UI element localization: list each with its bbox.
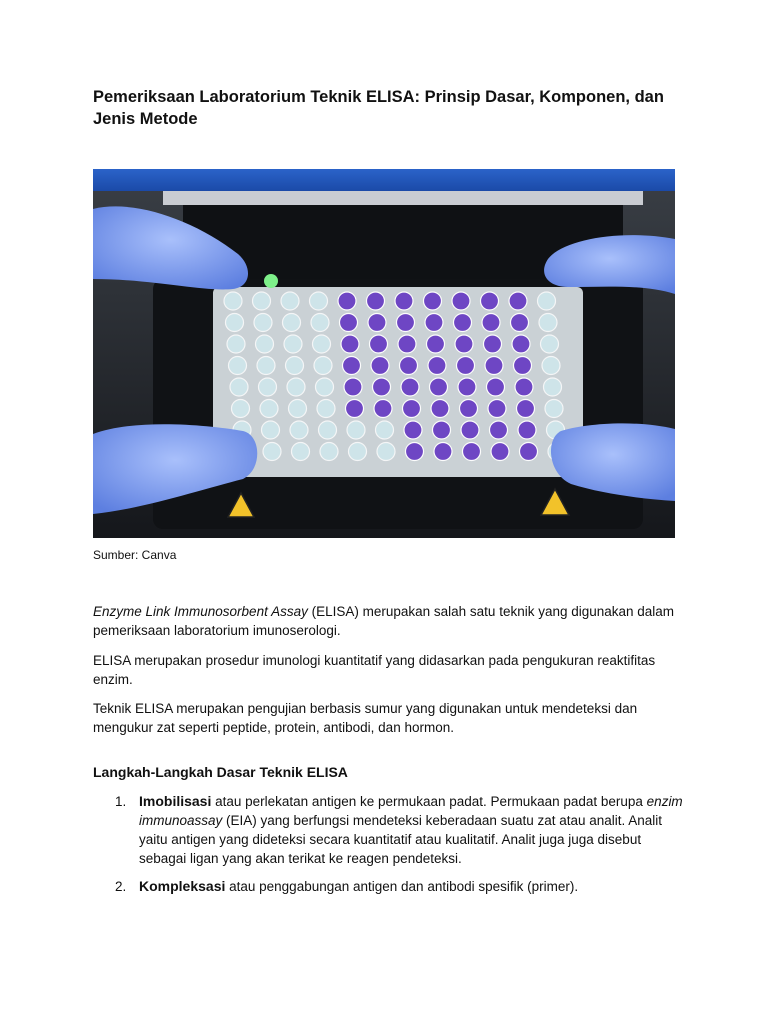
plate-well	[344, 378, 362, 396]
plate-well	[406, 443, 424, 461]
plate-well	[538, 292, 556, 310]
plate-well	[485, 357, 503, 375]
plate-well	[424, 292, 442, 310]
plate-well	[316, 378, 334, 396]
plate-well	[284, 335, 302, 353]
step-term: Kompleksasi	[139, 878, 226, 894]
plate-well	[340, 314, 358, 332]
plate-well	[256, 335, 274, 353]
plate-well	[232, 400, 250, 418]
plate-well	[320, 443, 338, 461]
photo-caption: Sumber: Canva	[93, 548, 177, 562]
plate-well	[281, 292, 299, 310]
plate-well	[539, 314, 557, 332]
plate-well	[257, 357, 275, 375]
steps-heading: Langkah-Langkah Dasar Teknik ELISA	[93, 764, 348, 780]
elisa-plate-photo	[93, 169, 675, 538]
plate-well	[397, 314, 415, 332]
intro-paragraph	[93, 602, 683, 640]
plate-well	[482, 314, 500, 332]
elisa-full-name: Enzyme Link Immunosorbent Assay	[93, 604, 308, 619]
plate-well	[490, 421, 508, 439]
plate-well	[260, 400, 278, 418]
plate-well	[373, 378, 391, 396]
step-term: Imobilisasi	[139, 793, 212, 809]
plate-well	[431, 400, 449, 418]
list-item	[93, 792, 683, 868]
plate-well	[428, 357, 446, 375]
plate-well	[427, 335, 445, 353]
step-text: atau penggabungan antigen dan antibodi spesifik (primer).	[225, 879, 579, 894]
machine-top-bar	[93, 169, 675, 191]
plate-well	[262, 421, 280, 439]
plate-well	[518, 421, 536, 439]
plate-well	[287, 378, 305, 396]
plate-well	[254, 314, 272, 332]
steps-list	[93, 792, 683, 905]
plate-well	[289, 400, 307, 418]
plate-well	[545, 400, 563, 418]
elisa-plate-illustration	[93, 169, 675, 538]
plate-well	[371, 357, 389, 375]
plate-well	[433, 421, 451, 439]
plate-well	[455, 335, 473, 353]
plate-well	[286, 357, 304, 375]
plate-well	[374, 400, 392, 418]
plate-well	[488, 400, 506, 418]
plate-well	[368, 314, 386, 332]
plate-well	[484, 335, 502, 353]
plate-well	[430, 378, 448, 396]
plate-well	[347, 421, 365, 439]
plate-well	[452, 292, 470, 310]
plate-well	[310, 292, 328, 310]
green-indicator	[264, 274, 278, 288]
plate-well	[514, 357, 532, 375]
list-item	[93, 877, 683, 896]
plate-well	[376, 421, 394, 439]
plate-well	[512, 335, 530, 353]
plate-well	[434, 443, 452, 461]
plate-well	[253, 292, 271, 310]
plate-well	[338, 292, 356, 310]
plate-well	[263, 443, 281, 461]
plate-well	[226, 314, 244, 332]
machine-frame	[163, 191, 643, 205]
plate-well	[229, 357, 247, 375]
plate-well	[541, 335, 559, 353]
plate-well	[463, 443, 481, 461]
plate-well	[457, 357, 475, 375]
plate-well	[317, 400, 335, 418]
plate-well	[491, 443, 509, 461]
plate-well	[511, 314, 529, 332]
plate-well	[461, 421, 479, 439]
plate-well	[290, 421, 308, 439]
plate-well	[367, 292, 385, 310]
plate-well	[349, 443, 367, 461]
plate-well	[341, 335, 359, 353]
article-title: Pemeriksaan Laboratorium Teknik ELISA: Prinsip Dasar, Komponen, dan Jenis Metode	[93, 88, 664, 128]
plate-well	[460, 400, 478, 418]
plate-well	[481, 292, 499, 310]
step-number: 1.	[115, 794, 127, 809]
plate-well	[311, 314, 329, 332]
plate-well	[227, 335, 245, 353]
plate-well	[509, 292, 527, 310]
intro-rest: (ELISA) merupakan salah satu teknik yang digunakan dalam pemeriksaan laboratorium imunoserologi.	[93, 604, 675, 638]
step-number: 2.	[115, 879, 127, 894]
plate-well	[517, 400, 535, 418]
plate-well	[319, 421, 337, 439]
plate-well	[398, 335, 416, 353]
plate-well	[458, 378, 476, 396]
plate-well	[520, 443, 538, 461]
plate-well	[454, 314, 472, 332]
plate-well	[343, 357, 361, 375]
plate-well	[401, 378, 419, 396]
plate-well	[542, 357, 560, 375]
plate-well	[346, 400, 364, 418]
plate-well	[425, 314, 443, 332]
plate-well	[313, 335, 331, 353]
plate-well	[400, 357, 418, 375]
plate-well	[544, 378, 562, 396]
plate-well	[314, 357, 332, 375]
plate-well	[487, 378, 505, 396]
plate-well	[259, 378, 277, 396]
plate-well	[283, 314, 301, 332]
plate-well	[224, 292, 242, 310]
step-text: (EIA) yang berfungsi mendeteksi keberadaan suatu zat atau analit. Analit yaitu antigen yang dideteksi secara kuantitatif atau kualitatif. Analit juga juga disebut sebagai ligan yang akan terikat ke reagen pendeteksi.	[139, 813, 663, 866]
plate-well	[292, 443, 310, 461]
plate-well	[230, 378, 248, 396]
plate-well	[403, 400, 421, 418]
step-italic: enzim immunoassay	[139, 794, 683, 828]
step-text: atau perlekatan antigen ke permukaan padat. Permukaan padat berupa	[211, 794, 647, 809]
plate-well	[515, 378, 533, 396]
definition-paragraph: ELISA merupakan prosedur imunologi kuantitatif yang didasarkan pada pengukuran reaktifitas enzim.	[93, 653, 656, 687]
plate-well	[395, 292, 413, 310]
plate-well	[404, 421, 422, 439]
plate-well	[377, 443, 395, 461]
plate-well	[370, 335, 388, 353]
technique-paragraph: Teknik ELISA merupakan pengujian berbasis sumur yang digunakan untuk mendeteksi dan mengukur zat seperti peptide, protein, antibodi, dan hormon.	[93, 701, 638, 735]
